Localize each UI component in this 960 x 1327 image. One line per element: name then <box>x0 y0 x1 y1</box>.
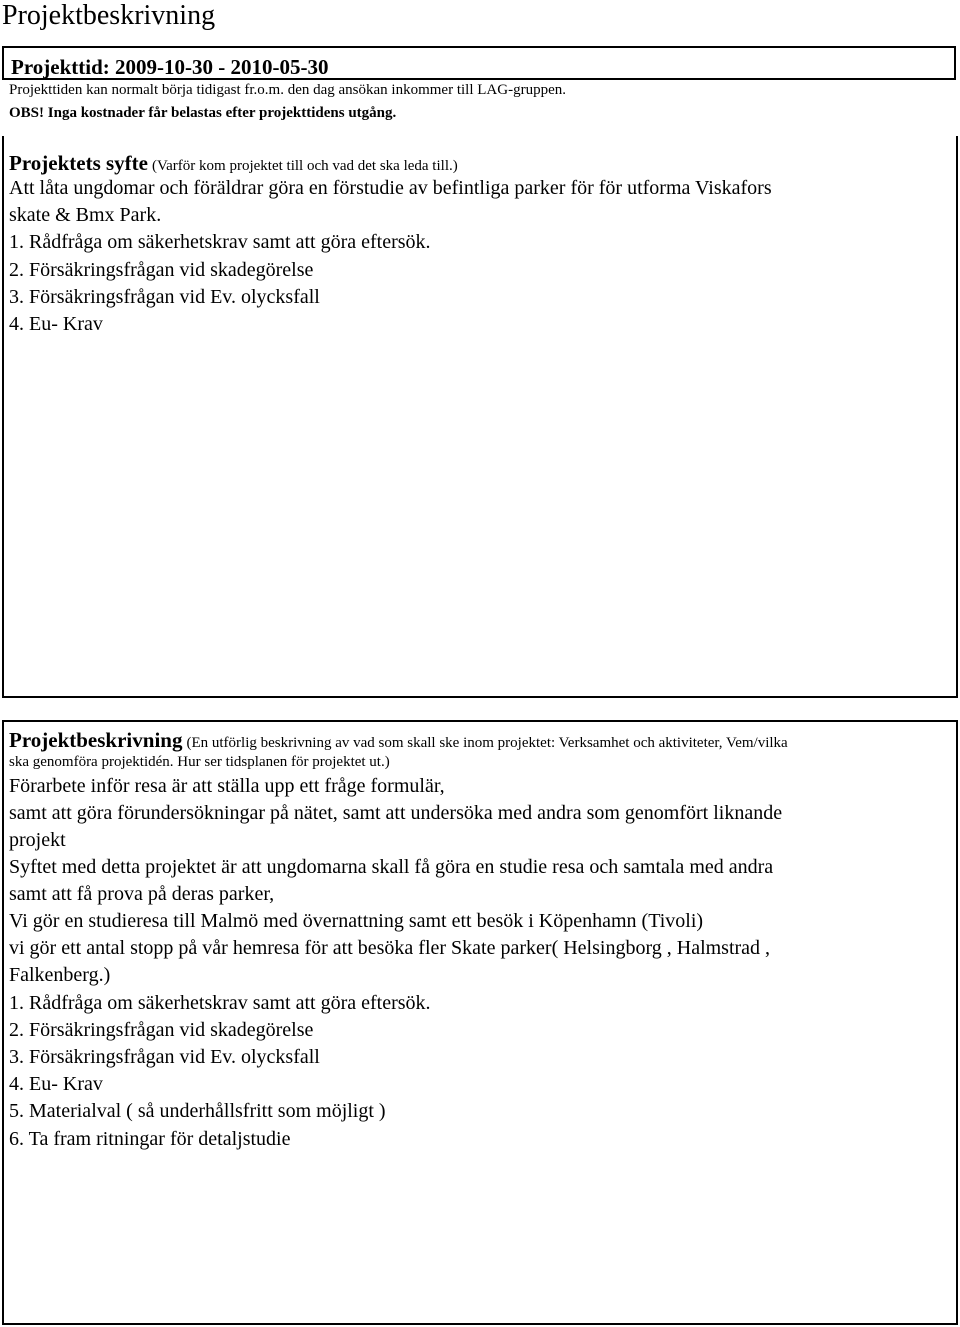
description-heading-label: Projektbeskrivning <box>9 728 183 752</box>
description-line: 3. Försäkringsfrågan vid Ev. olycksfall <box>9 1046 320 1068</box>
project-period-label: Projekttid: 2009-10-30 - 2010-05-30 <box>11 55 329 79</box>
description-line: vi gör ett antal stopp på vår hemresa för att besöka fler Skate parker( Helsingborg , Halmstrad , <box>9 937 771 959</box>
description-line: Falkenberg.) <box>9 964 111 986</box>
description-line: 2. Försäkringsfrågan vid skadegörelse <box>9 1019 314 1041</box>
purpose-line: 4. Eu- Krav <box>9 313 103 335</box>
description-line: Vi gör en studieresa till Malmö med övernattning samt ett besök i Köpenhamn (Tivoli) <box>9 910 704 932</box>
purpose-heading-label: Projektets syfte <box>9 151 148 175</box>
period-warning-text: OBS! Inga kostnader får belastas efter projekttidens utgång. <box>9 105 397 121</box>
purpose-line: 3. Försäkringsfrågan vid Ev. olycksfall <box>9 286 320 308</box>
description-line: samt att få prova på deras parker, <box>9 883 275 905</box>
description-line: samt att göra förundersökningar på nätet, samt att undersöka med andra som genomfört liknande <box>9 802 783 824</box>
purpose-line: Att låta ungdomar och föräldrar göra en förstudie av befintliga parker för för utforma Viskafors <box>9 177 772 199</box>
purpose-line: 1. Rådfråga om säkerhetskrav samt att göra eftersök. <box>9 231 431 253</box>
description-line: 4. Eu- Krav <box>9 1073 103 1095</box>
description-line: 6. Ta fram ritningar för detaljstudie <box>9 1128 291 1150</box>
description-line: projekt <box>9 829 66 851</box>
description-line: Syftet med detta projektet är att ungdomarna skall få göra en studie resa och samtala med andra <box>9 856 774 878</box>
period-note: Projekttiden kan normalt börja tidigast fr.o.m. den dag ansökan inkommer till LAG-gruppen. <box>9 82 566 98</box>
description-line: 5. Materialval ( så underhållsfritt som möjligt ) <box>9 1100 386 1122</box>
period-warning <box>9 104 396 122</box>
description-line: Förarbete inför resa är att ställa upp ett fråge formulär, <box>9 775 445 797</box>
description-line: 1. Rådfråga om säkerhetskrav samt att göra eftersök. <box>9 992 431 1014</box>
purpose-hint: (Varför kom projektet till och vad det ska leda till.) <box>151 158 458 174</box>
purpose-line: skate & Bmx Park. <box>9 204 162 226</box>
description-hint-continued: ska genomföra projektidén. Hur ser tidsplanen för projektet ut.) <box>9 754 390 770</box>
description-hint: (En utförlig beskrivning av vad som skall ske inom projektet: Verksamhet och aktiviteter, Vem/vilka <box>186 735 788 751</box>
page-title: Projektbeskrivning <box>2 0 216 31</box>
purpose-line: 2. Försäkringsfrågan vid skadegörelse <box>9 259 314 281</box>
project-period-box <box>2 46 956 80</box>
